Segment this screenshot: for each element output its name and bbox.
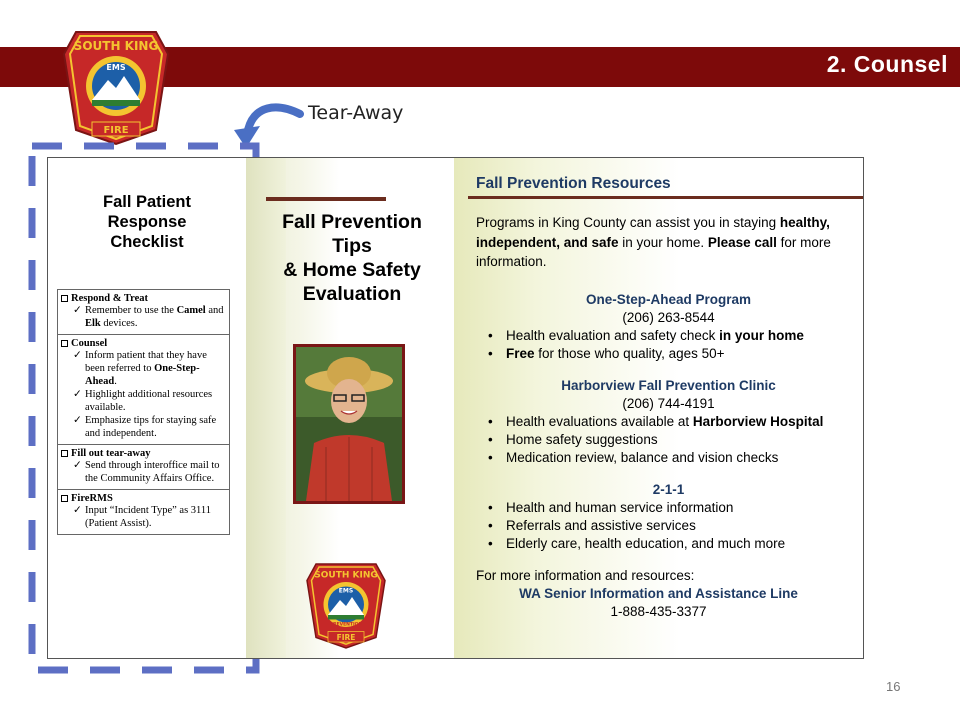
- list-item: • Health evaluation and safety check in your home: [488, 328, 804, 343]
- program-name: 2-1-1: [652, 482, 685, 497]
- program-phone: (206) 744-4191: [622, 396, 715, 411]
- slide-title: 2. Counsel: [826, 51, 948, 77]
- list-item: • Medication review, balance and vision checks: [488, 450, 779, 465]
- portrait-image: [296, 347, 402, 501]
- program-phone: (206) 263-8544: [622, 310, 715, 325]
- checklist-section: FireRMS ✓ Input “Incident Type” as 3111 (Patient Assist).: [58, 490, 229, 534]
- checklist-item: ✓ Input “Incident Type” as 3111 (Patient Assist).: [73, 505, 212, 529]
- resources-intro: Programs in King County can assist you in staying healthy, independent, and safe in your home. Please call for more information.: [476, 215, 831, 269]
- list-item: • Home safety suggestions: [488, 432, 658, 447]
- svg-text:EMS: EMS: [338, 587, 354, 595]
- checkmark-icon: ✓: [73, 305, 82, 316]
- svg-text:FIRE: FIRE: [103, 125, 129, 136]
- svg-text:PREVENTION: PREVENTION: [329, 622, 363, 628]
- resources-footer: For more information and resources: WA Senior Information and Assistance Line 1-888-435-3377: [476, 568, 798, 619]
- resources-panel: [454, 158, 864, 658]
- brochure: [47, 157, 864, 659]
- checklist-item: ✓ Highlight additional resources available.: [73, 389, 213, 413]
- checkbox-icon: [61, 340, 68, 347]
- list-item: • Elderly care, health education, and much more: [488, 536, 786, 551]
- tips-panel: [246, 158, 454, 658]
- svg-text:SOUTH KING: SOUTH KING: [73, 39, 159, 53]
- checkbox-icon: [61, 495, 68, 502]
- page-number: 16: [886, 679, 901, 694]
- checklist-section: Counsel ✓ Inform patient that they have been referred to One-Step-Ahead. ✓ Highlight additional resources available. ✓ Emphasize tips for staying safe and independent.: [58, 335, 229, 445]
- south-king-fire-logo: [56, 14, 176, 146]
- south-king-fire-logo: [301, 548, 391, 652]
- program-name: One-Step-Ahead Program: [585, 292, 752, 307]
- checklist-item: ✓ Inform patient that they have been referred to One-Step-Ahead.: [73, 350, 207, 387]
- senior-woman-photo: [293, 344, 405, 504]
- resources-title: Fall Prevention Resources: [476, 175, 671, 192]
- program-block: [476, 481, 861, 553]
- divider-line: [468, 196, 864, 199]
- checklist-item: ✓ Emphasize tips for staying safe and independent.: [73, 415, 217, 439]
- tear-away-label: Tear-Away: [308, 102, 404, 124]
- checklist-title: Fall Patient Response Checklist: [102, 193, 192, 251]
- checkmark-icon: ✓: [73, 350, 82, 361]
- checkmark-icon: ✓: [73, 460, 82, 471]
- checkmark-icon: ✓: [73, 505, 82, 516]
- checklist-item: ✓ Remember to use the Camel and Elk devices.: [73, 305, 224, 329]
- tips-title: Fall Prevention Tips & Home Safety Evaluation: [282, 211, 422, 305]
- svg-text:SOUTH KING: SOUTH KING: [314, 570, 378, 581]
- checkmark-icon: ✓: [73, 389, 82, 400]
- list-item: • Free for those who quality, ages 50+: [488, 346, 725, 361]
- checkmark-icon: ✓: [73, 415, 82, 426]
- svg-text:FIRE: FIRE: [336, 632, 356, 642]
- list-item: • Health and human service information: [488, 500, 734, 515]
- checklist-item: ✓ Send through interoffice mail to the Community Affairs Office.: [73, 460, 220, 484]
- checklist-section: Fill out tear-away ✓ Send through interoffice mail to the Community Affairs Office.: [58, 445, 229, 490]
- checklist-section: Respond & Treat ✓ Remember to use the Camel and Elk devices.: [58, 290, 229, 335]
- list-item: • Referrals and assistive services: [488, 518, 696, 533]
- resources-content: [476, 291, 861, 621]
- divider-line: [266, 197, 386, 201]
- program-block: [476, 291, 861, 363]
- list-item: • Health evaluations available at Harborview Hospital: [488, 414, 824, 429]
- program-name: Harborview Fall Prevention Clinic: [561, 378, 776, 393]
- checkbox-icon: [61, 450, 68, 457]
- checklist-panel: [48, 158, 246, 658]
- checklist-box: [57, 289, 230, 535]
- checkbox-icon: [61, 295, 68, 302]
- program-block: [476, 377, 861, 467]
- svg-text:EMS: EMS: [106, 63, 126, 72]
